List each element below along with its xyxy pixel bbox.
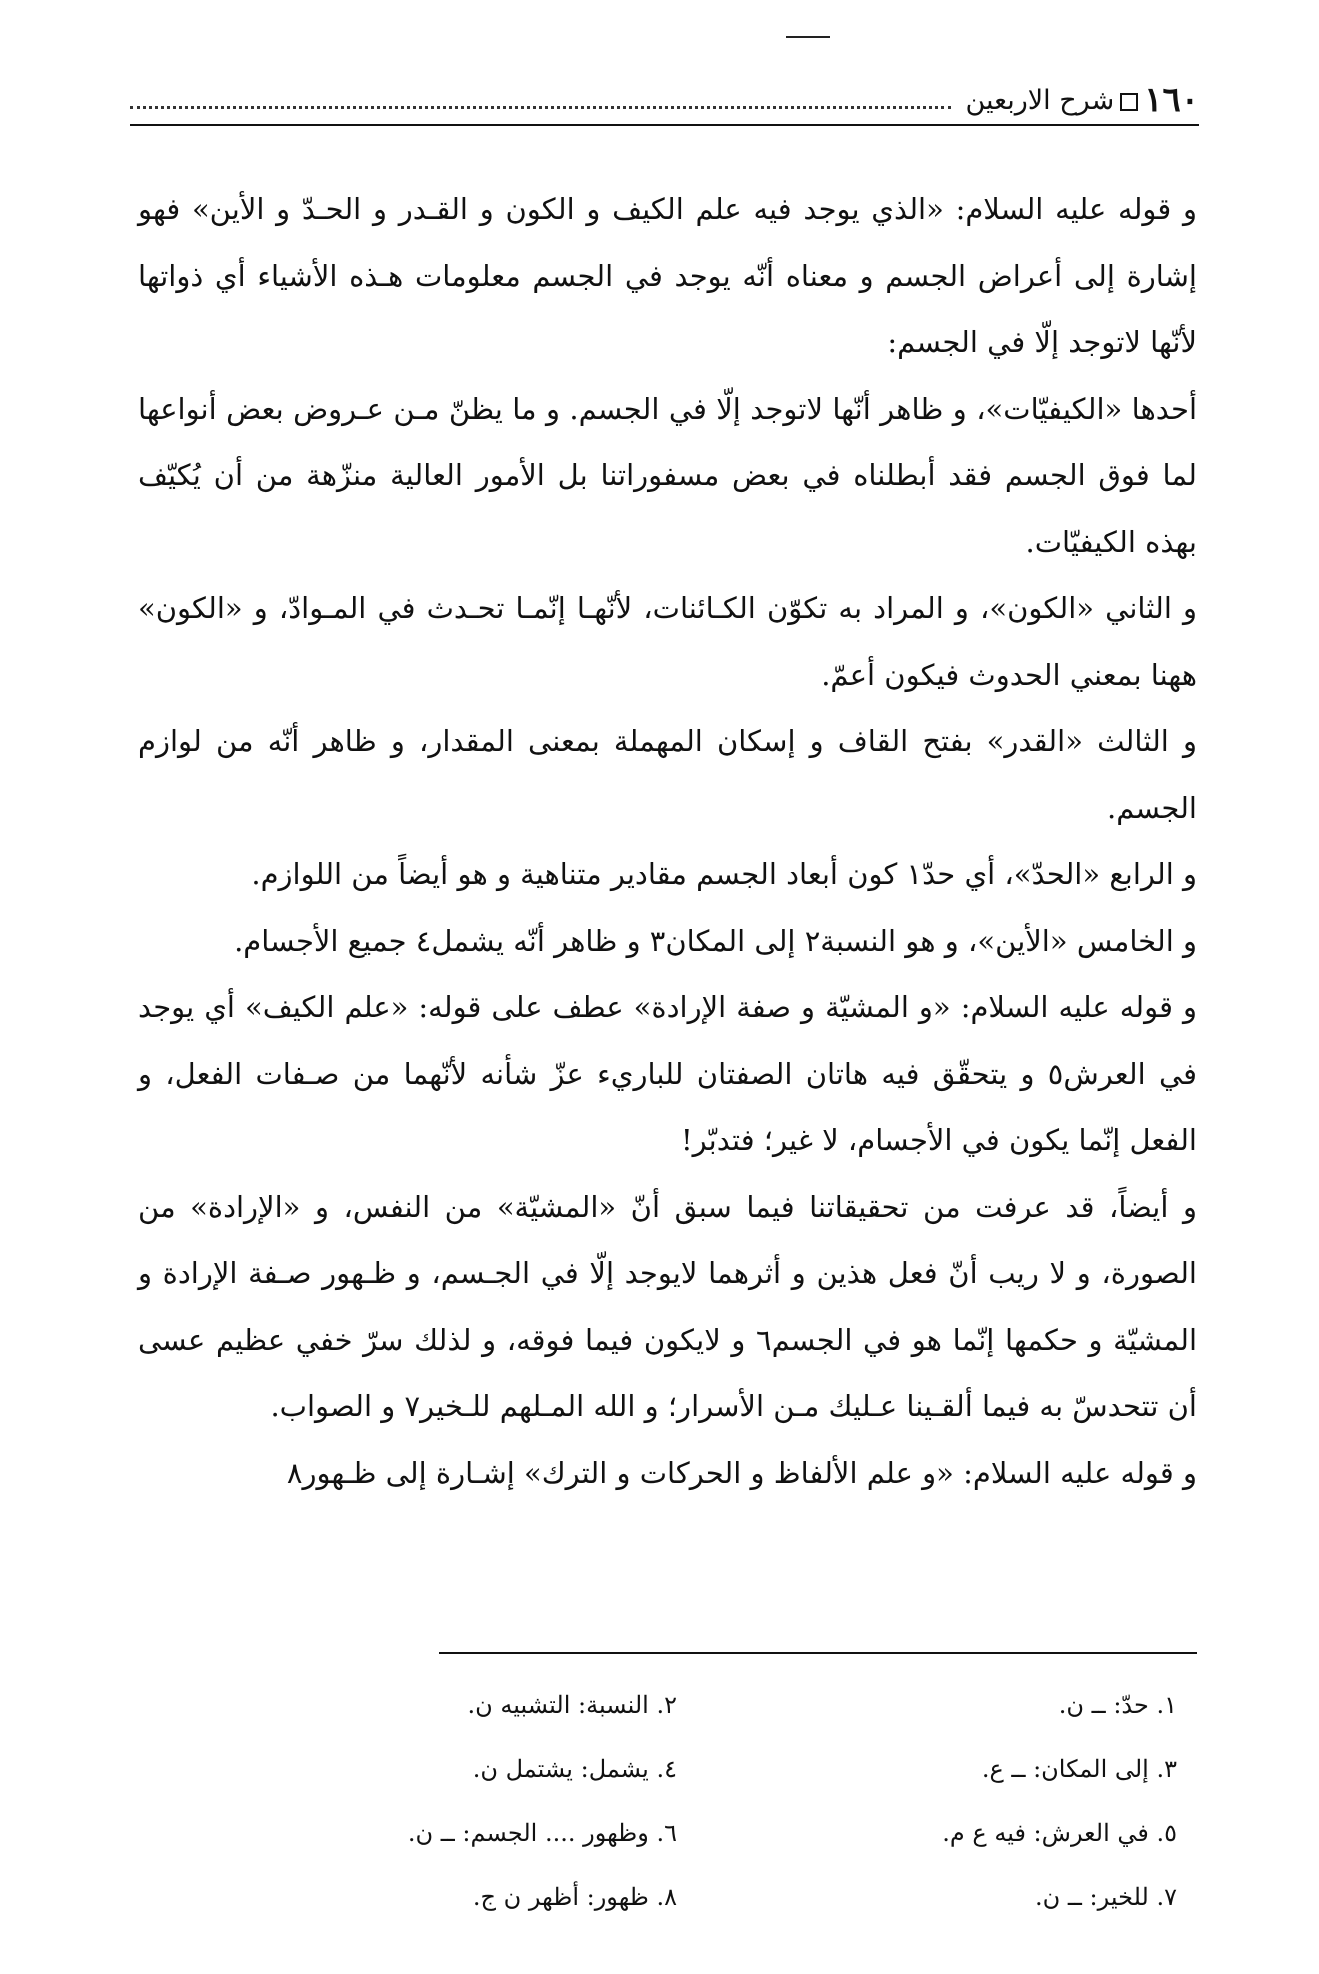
footnote: ٨. ظهور: أظهر ن ج. (472, 1883, 677, 1911)
book-title: شرح الاربعين (965, 84, 1115, 116)
running-header (130, 72, 1199, 128)
page-number: ١٦٠ (1144, 80, 1199, 120)
paragraph: و الرابع «الحدّ»، أي حدّ١ كون أبعاد الجسم مقادير متناهية و هو أيضاً من اللوازم. (251, 857, 1197, 891)
footnote: ٤. يشمل: يشتمل ن. (472, 1755, 677, 1783)
paragraph: أحدها «الكيفيّات»، و ظاهر أنّها لاتوجد إلّا في الجسم. و ما يظنّ مـن عـروض بعض أنواعها لما فوق الجسم فقد أبطلناه في بعض مسفوراتنا بل الأمور العالية منزّهة من أن يُكيّف بهذه الكيفيّات. (138, 391, 1197, 559)
square-ornament-icon (1120, 93, 1138, 111)
paragraph: و قوله عليه السلام: «و علم الألفاظ و الحركات و الترك» إشـارة إلى ظـهور٨ (286, 1455, 1197, 1490)
header-rule (130, 124, 1199, 126)
dotted-leader (130, 106, 951, 109)
footnote: ٥. في العرش: فيه ع م. (942, 1819, 1177, 1847)
paragraph: و الثالث «القدر» بفتح القاف و إسكان المهملة بمعنى المقدار، و ظاهر أنّه من لوازم الجسم. (138, 724, 1197, 825)
paragraph: و قوله عليه السلام: «و المشيّة و صفة الإرادة» عطف على قوله: «علم الكيف» أي يوجد في العرش٥ و يتحقّق فيه هاتان الصفتان للباريء عزّ شأنه لأنّهما من صـفات الفعل، و الفعل إنّما يكون في الأجسام، لا غير؛ فتدبّر! (138, 990, 1197, 1157)
paragraph: و أيضاً، قد عرفت من تحقيقاتنا فيما سبق أنّ «المشيّة» من النفس، و «الإرادة» من الصورة، و لا ريب أنّ فعل هذين و أثرهما لايوجد إلّا في الجـسم، و ظـهور صـفة الإرادة و المشيّة و حكمها إنّما هو في الجسم٦ و لايكون فيما فوقه، و لذلك سرّ خفي عظيم عسى أن تتحدسّ به فيما ألقـينا عـليك مـن الأسرار؛ و الله المـلهم للـخير٧ و الصواب. (138, 1189, 1198, 1423)
footnote: ٦. وظهور .... الجسم: ــ ن. (407, 1819, 677, 1847)
paragraph: و قوله عليه السلام: «الذي يوجد فيه علم الكيف و الكون و القـدر و الحـدّ و الأين» فهو إشارة إلى أعراض الجسم و معناه أنّه يوجد في الجسم معلومات هـذه الأشياء أي ذواتها لأنّها لاتوجد إلّا في الجسم: (138, 192, 1197, 359)
footnotes (277, 1676, 1177, 1926)
main-text (138, 176, 1197, 1506)
paragraph: و الخامس «الأين»، و هو النسبة٢ إلى المكان٣ و ظاهر أنّه يشمل٤ جميع الأجسام. (234, 923, 1197, 958)
footnote: ٢. النسبة: التشبيه ن. (467, 1691, 677, 1719)
top-mark (786, 36, 830, 38)
footnote: ٧. للخير: ــ ن. (1034, 1883, 1177, 1911)
footnote: ٣. إلى المكان: ــ ع. (981, 1755, 1177, 1783)
footnote: ١. حدّ: ــ ن. (1058, 1691, 1177, 1719)
footnote-rule (439, 1652, 1197, 1654)
paragraph: و الثاني «الكون»، و المراد به تكوّن الكـائنات، لأنّهـا إنّمـا تحـدث في المـوادّ، و «الكون» ههنا بمعني الحدوث فيكون أعمّ. (138, 591, 1197, 692)
